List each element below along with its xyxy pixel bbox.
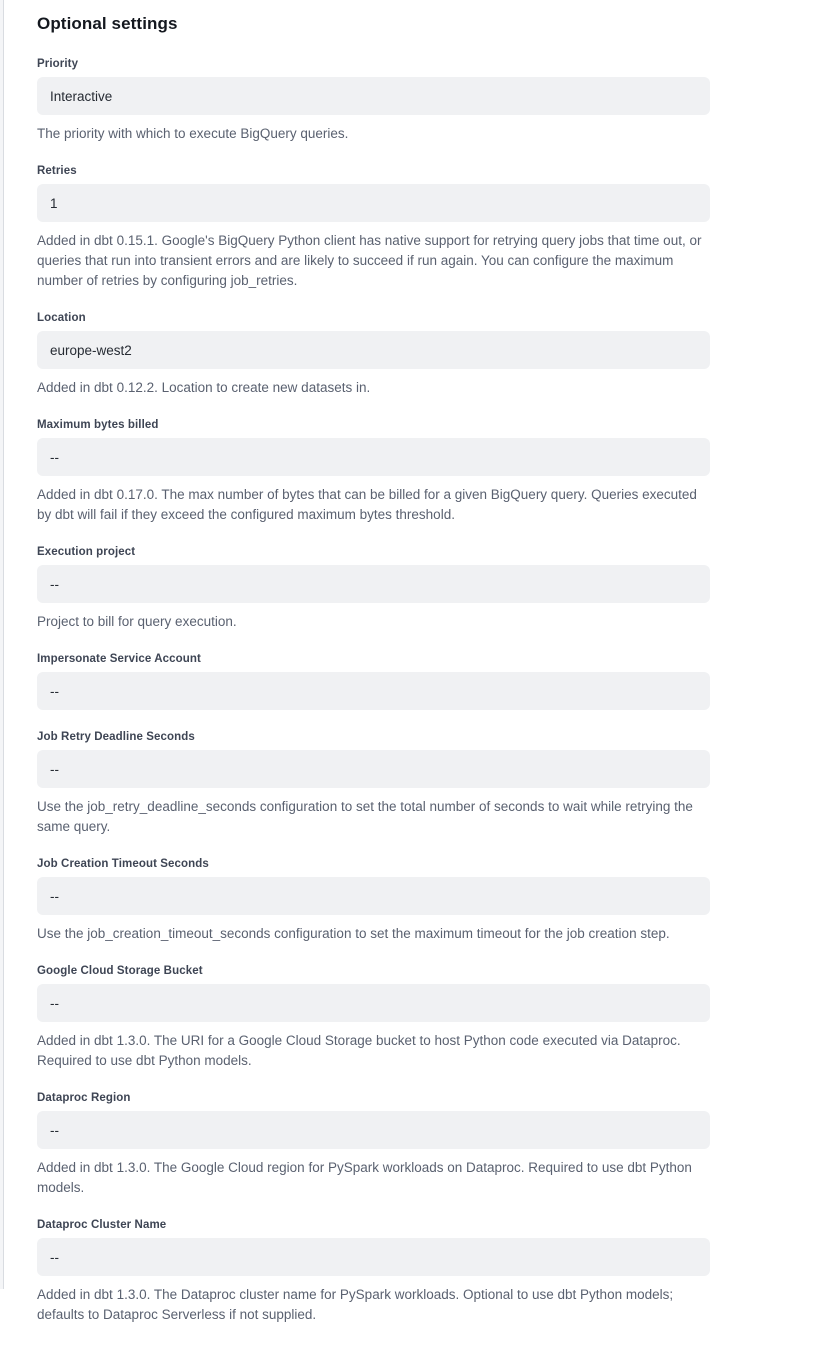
field-value: 1 bbox=[50, 195, 58, 211]
fields-container bbox=[37, 58, 713, 1325]
panel-left-edge bbox=[0, 0, 4, 1289]
field-help-text: Added in dbt 1.3.0. The URI for a Google Cloud Storage bucket to host Python code executed via Dataproc. Required to use dbt Python models. bbox=[37, 1033, 681, 1068]
settings-form bbox=[37, 14, 713, 1346]
field-label: Impersonate Service Account bbox=[37, 653, 201, 665]
field-help-text: The priority with which to execute BigQuery queries. bbox=[37, 126, 349, 141]
page-title: Optional settings bbox=[37, 14, 178, 33]
field-input-location[interactable] bbox=[37, 331, 710, 369]
field-group-job-retry-deadline-seconds bbox=[37, 731, 713, 837]
field-label: Job Creation Timeout Seconds bbox=[37, 858, 209, 870]
field-group-retries bbox=[37, 165, 713, 291]
field-help-text: Added in dbt 1.3.0. The Dataproc cluster name for PySpark workloads. Optional to use dbt Python models; defaults to Dataproc Serverless if not supplied. bbox=[37, 1287, 674, 1322]
field-value: -- bbox=[50, 1122, 59, 1138]
field-value: europe-west2 bbox=[50, 342, 132, 358]
field-value: Interactive bbox=[50, 88, 113, 104]
field-label: Maximum bytes billed bbox=[37, 419, 159, 431]
field-group-impersonate-service-account bbox=[37, 653, 713, 710]
field-group-dataproc-region bbox=[37, 1092, 713, 1198]
field-label: Priority bbox=[37, 58, 79, 70]
field-input-impersonate-service-account[interactable] bbox=[37, 672, 710, 710]
field-input-dataproc-cluster-name[interactable] bbox=[37, 1238, 710, 1276]
field-group-priority bbox=[37, 58, 713, 144]
field-value: -- bbox=[50, 449, 59, 465]
field-input-job-creation-timeout-seconds[interactable] bbox=[37, 877, 710, 915]
field-input-job-retry-deadline-seconds[interactable] bbox=[37, 750, 710, 788]
field-group-maximum-bytes-billed bbox=[37, 419, 713, 525]
field-group-execution-project bbox=[37, 546, 713, 632]
field-group-job-creation-timeout-seconds bbox=[37, 858, 713, 944]
field-input-priority[interactable] bbox=[37, 77, 710, 115]
field-help-text: Added in dbt 0.17.0. The max number of bytes that can be billed for a given BigQuery query. Queries executed by dbt will fail if they exceed the configured maximum bytes threshold. bbox=[37, 487, 697, 522]
field-group-dataproc-cluster-name bbox=[37, 1219, 713, 1325]
field-value: -- bbox=[50, 576, 59, 592]
field-label: Google Cloud Storage Bucket bbox=[37, 965, 203, 977]
field-label: Job Retry Deadline Seconds bbox=[37, 731, 195, 743]
field-label: Dataproc Cluster Name bbox=[37, 1219, 167, 1231]
field-label: Retries bbox=[37, 165, 77, 177]
field-help-text: Use the job_retry_deadline_seconds configuration to set the total number of seconds to wait while retrying the same query. bbox=[37, 799, 693, 834]
field-value: -- bbox=[50, 761, 59, 777]
field-label: Location bbox=[37, 312, 86, 324]
field-input-retries[interactable] bbox=[37, 184, 710, 222]
field-label: Execution project bbox=[37, 546, 136, 558]
field-input-google-cloud-storage-bucket[interactable] bbox=[37, 984, 710, 1022]
field-label: Dataproc Region bbox=[37, 1092, 131, 1104]
field-help-text: Project to bill for query execution. bbox=[37, 614, 237, 629]
field-group-google-cloud-storage-bucket bbox=[37, 965, 713, 1071]
field-help-text: Use the job_creation_timeout_seconds configuration to set the maximum timeout for the job creation step. bbox=[37, 926, 670, 941]
field-value: -- bbox=[50, 888, 59, 904]
field-value: -- bbox=[50, 683, 59, 699]
field-value: -- bbox=[50, 995, 59, 1011]
field-help-text: Added in dbt 0.12.2. Location to create new datasets in. bbox=[37, 380, 371, 395]
field-group-location bbox=[37, 312, 713, 398]
field-input-dataproc-region[interactable] bbox=[37, 1111, 710, 1149]
field-input-maximum-bytes-billed[interactable] bbox=[37, 438, 710, 476]
field-help-text: Added in dbt 0.15.1. Google's BigQuery Python client has native support for retrying query jobs that time out, or queries that run into transient errors and are likely to succeed if run again. You can configure the maximum number of retries by configuring job_retries. bbox=[37, 233, 702, 288]
field-help-text: Added in dbt 1.3.0. The Google Cloud region for PySpark workloads on Dataproc. Required to use dbt Python models. bbox=[37, 1160, 692, 1195]
field-input-execution-project[interactable] bbox=[37, 565, 710, 603]
field-value: -- bbox=[50, 1249, 59, 1265]
